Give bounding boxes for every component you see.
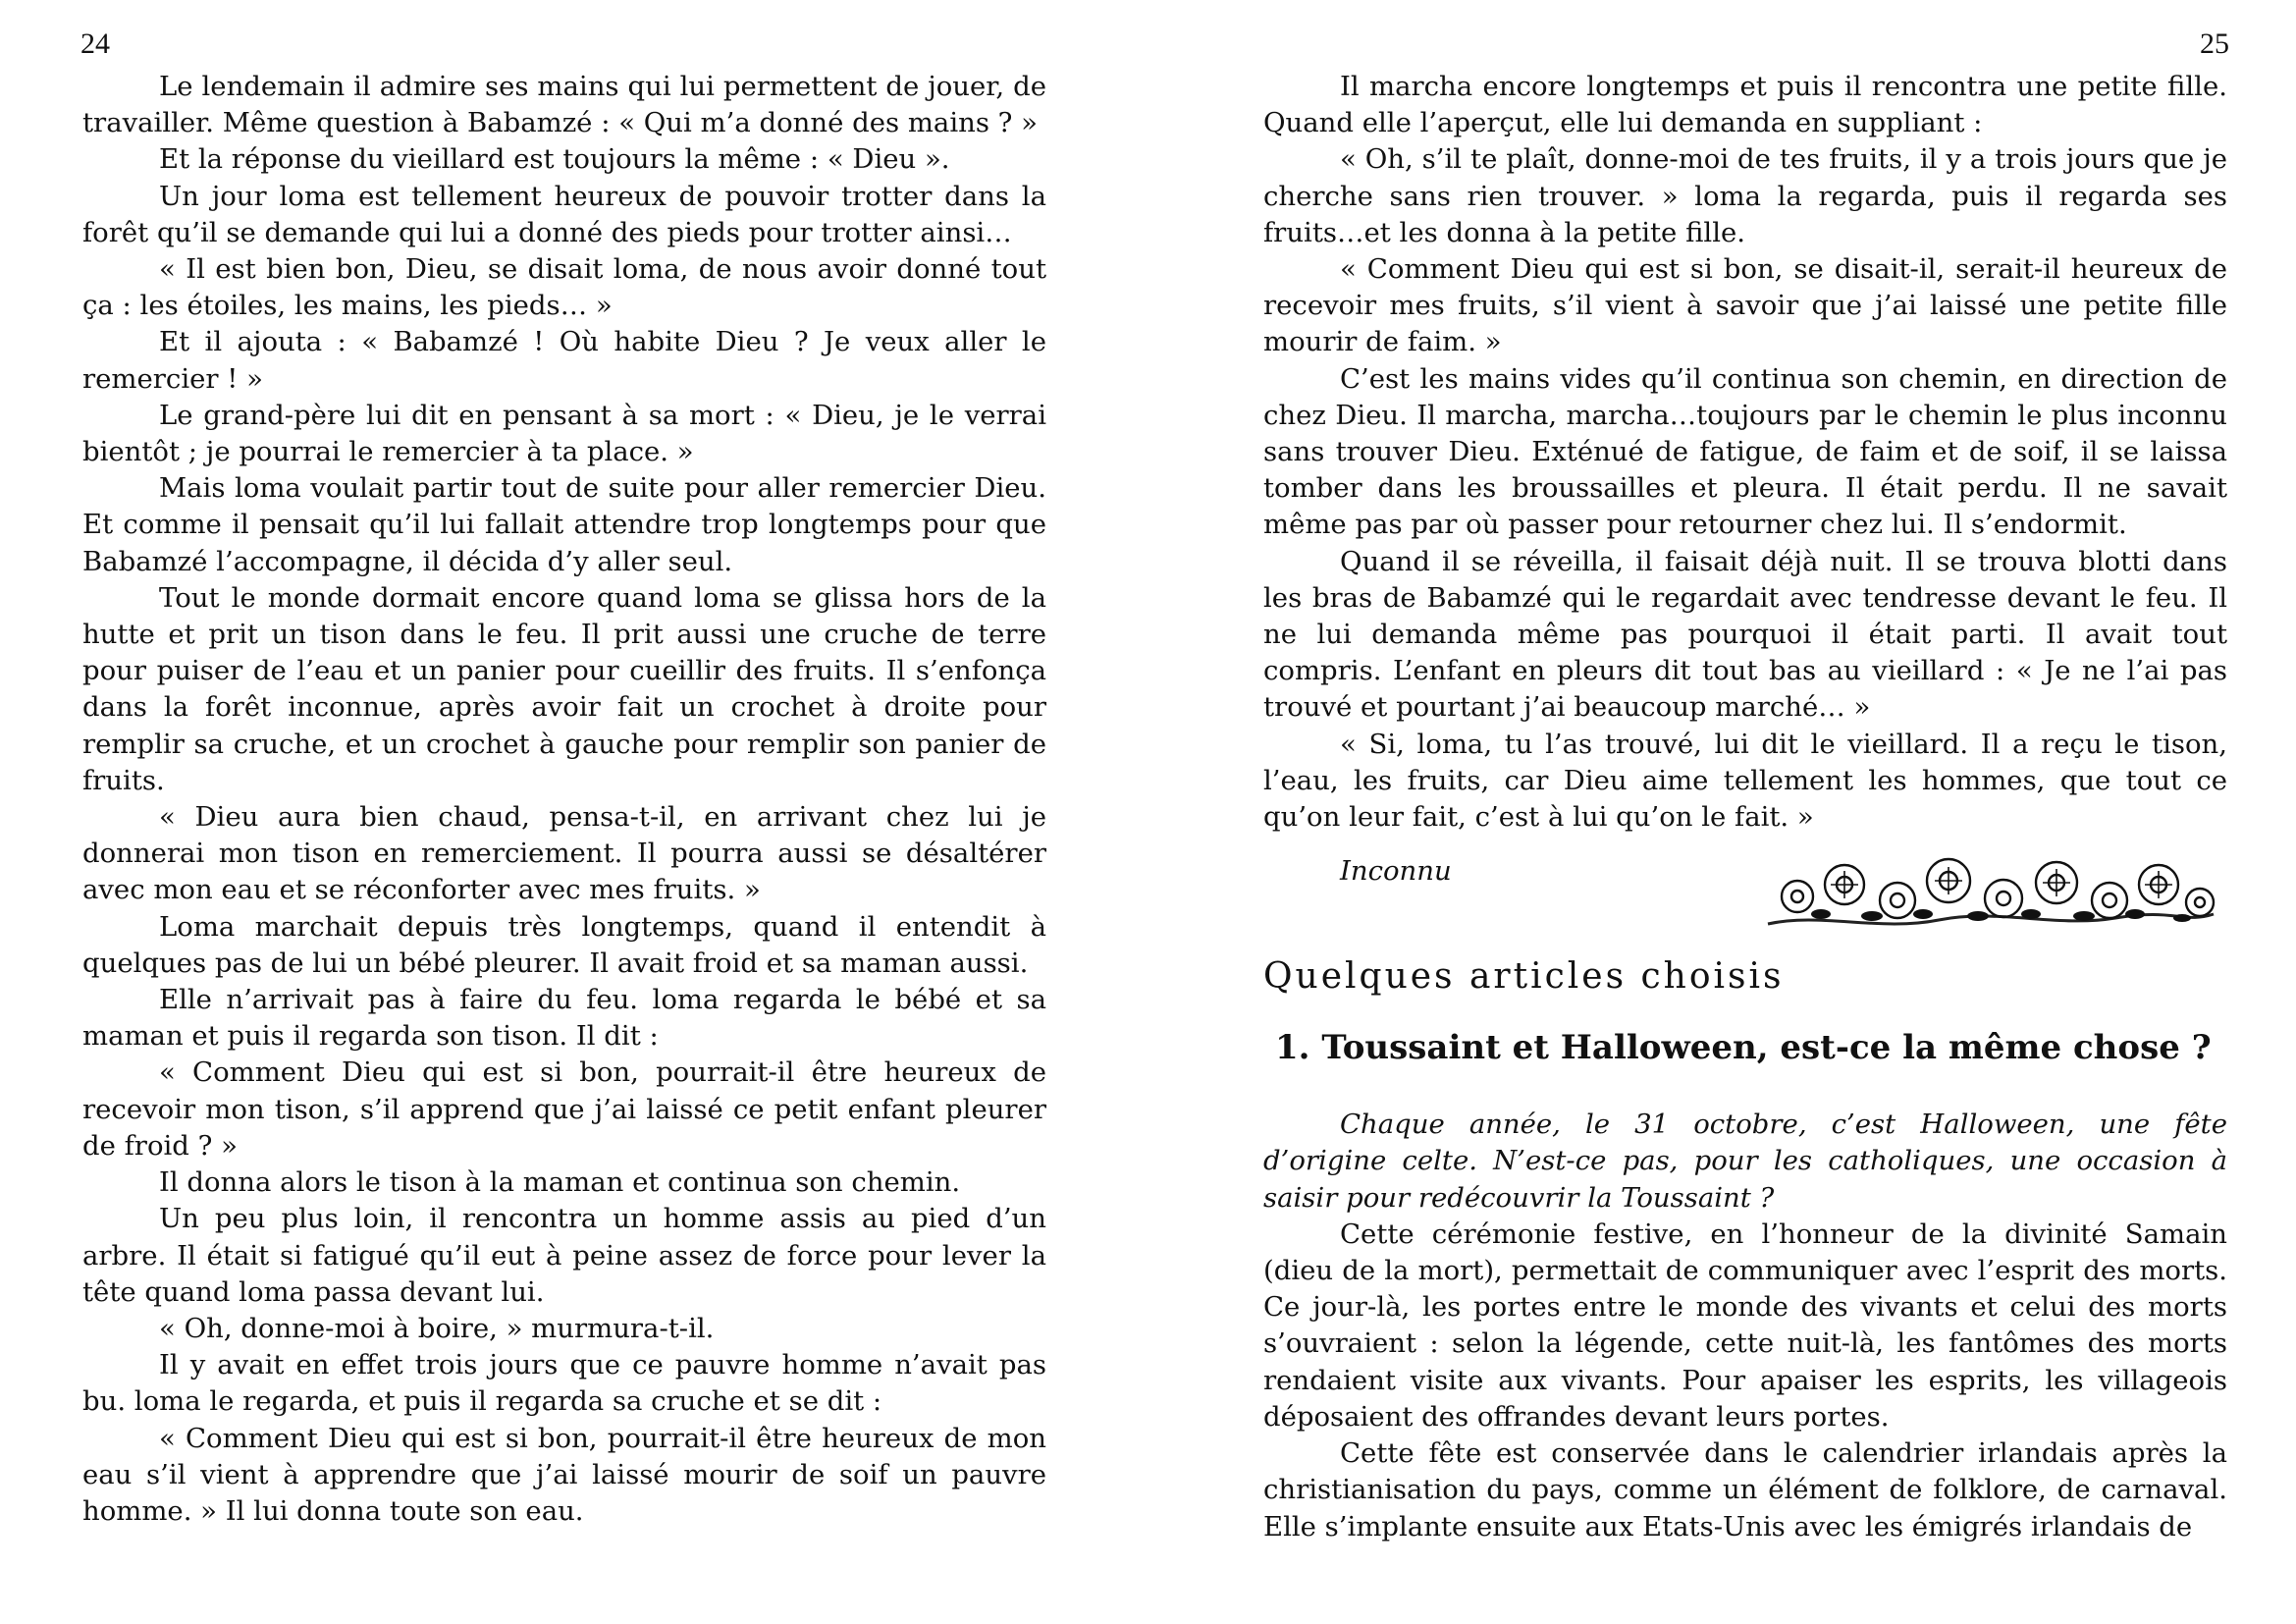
right-page-text xyxy=(1263,69,2227,1545)
paragraph: « Oh, donne-moi à boire, » murmura-t-il. xyxy=(159,1312,715,1344)
paragraph: Il donna alors le tison à la maman et continua son chemin. xyxy=(159,1166,961,1199)
paragraph: « Oh, s’il te plaît, donne-moi de tes fruits, il y a trois jours que je cherche sans rien trouver. » loma la regarda, puis il regarda ses fruits…et les donna à la petite fille. xyxy=(1263,143,2227,248)
paragraph: « Si, loma, tu l’as trouvé, lui dit le vieillard. Il a reçu le tison, l’eau, les fruits, car Dieu aime tellement les hommes, que tout ce qu’on leur fait, c’est à lui qu’on le fait. » xyxy=(1263,728,2227,834)
paragraph: Il y avait en effet trois jours que ce pauvre homme n’avait pas bu. loma le regarda, et puis il regarda sa cruche et se dit : xyxy=(82,1349,1046,1418)
page-number: 24 xyxy=(80,27,110,60)
signature-row xyxy=(1263,855,2227,944)
flower-garland-icon xyxy=(1762,855,2219,936)
paragraph: Un jour loma est tellement heureux de pouvoir trotter dans la forêt qu’il se demande qui lui a donné des pieds pour trotter ainsi… xyxy=(82,180,1046,248)
paragraph: Le lendemain il admire ses mains qui lui permettent de jouer, de travailler. Même question à Babamzé : « Qui m’a donné des mains ? » xyxy=(82,71,1046,139)
paragraph: « Comment Dieu qui est si bon, pourrait-il être heureux de recevoir mon tison, s’il apprend que j’ai laissé ce petit enfant pleurer de froid ? » xyxy=(82,1056,1046,1162)
paragraph: Cette fête est conservée dans le calendrier irlandais après la christianisation du pays, comme un élément de folklore, de carnaval. Elle s’implante ensuite aux Etats-Unis avec les émigrés irlandais de xyxy=(1263,1437,2227,1543)
paragraph: Et il ajouta : « Babamzé ! Où habite Dieu ? Je veux aller le remercier ! » xyxy=(82,326,1046,395)
paragraph: C’est les mains vides qu’il continua son chemin, en direction de chez Dieu. Il marcha, marcha…toujours par le chemin le plus inconnu sans trouver Dieu. Exténué de fatigue, de faim et de soif, il se laissa tomber dans les broussailles et pleura. Il était perdu. Il ne savait même pas par où passer pour retourner chez lui. Il s’endormit. xyxy=(1263,362,2227,541)
paragraph: Cette cérémonie festive, en l’honneur de la divinité Samain (dieu de la mort), permettait de communiquer avec l’esprit des morts. Ce jour-là, les portes entre le monde des vivants et celui des morts s’ouvraient : selon la légende, cette nuit-là, les fantômes des morts rendaient visite aux vivants. Pour apaiser les esprits, les villageois déposaient des offrandes devant leurs portes. xyxy=(1263,1218,2227,1433)
paragraph: Mais loma voulait partir tout de suite pour aller remercier Dieu. Et comme il pensait qu’il lui fallait attendre trop longtemps pour que Babamzé l’accompagne, il décida d’y aller seul. xyxy=(82,472,1046,577)
paragraph: Elle n’arrivait pas à faire du feu. loma regarda le bébé et sa maman et puis il regarda son tison. Il dit : xyxy=(82,984,1046,1053)
author-signature: Inconnu xyxy=(1340,855,1452,888)
article-title: 1. Toussaint et Halloween, est-ce la même chose ? xyxy=(1275,1028,2212,1068)
paragraph: Loma marchait depuis très longtemps, quand il entendit à quelques pas de lui un bébé pleurer. Il avait froid et sa maman aussi. xyxy=(82,910,1046,979)
paragraph: « Comment Dieu qui est si bon, se disait-il, serait-il heureux de recevoir mes fruits, s’il vient à savoir que j’ai laissé une petite fille mourir de faim. » xyxy=(1263,253,2227,358)
paragraph: Un peu plus loin, il rencontra un homme assis au pied d’un arbre. Il était si fatigué qu’il eut à peine assez de force pour lever la tête quand loma passa devant lui. xyxy=(82,1203,1046,1308)
paragraph: « Comment Dieu qui est si bon, pourrait-il être heureux de mon eau s’il vient à apprendre que j’ai laissé mourir de soif un pauvre homme. » Il lui donna toute son eau. xyxy=(82,1422,1046,1527)
page-number: 25 xyxy=(2200,27,2229,60)
paragraph: Il marcha encore longtemps et puis il rencontra une petite fille. Quand elle l’aperçut, elle lui demanda en suppliant : xyxy=(1263,71,2227,139)
paragraph: « Dieu aura bien chaud, pensa-t-il, en arrivant chez lui je donnerai mon tison en remerciement. Il pourra aussi se désaltérer avec mon eau et se réconforter avec mes fruits. » xyxy=(82,801,1046,906)
right-page xyxy=(1148,0,2296,1624)
paragraph: Tout le monde dormait encore quand loma se glissa hors de la hutte et prit un tison dans le feu. Il prit aussi une cruche de terre pour puiser de l’eau et un panier pour cueillir des fruits. Il s’enfonça dans la forêt inconnue, après avoir fait un crochet à droite pour remplir sa cruche, et un crochet à gauche pour remplir son panier de fruits. xyxy=(82,581,1046,796)
article-intro: Chaque année, le 31 octobre, c’est Halloween, une fête d’origine celte. N’est-ce pas, pour les catholiques, une occasion à saisir pour redécouvrir la Toussaint ? xyxy=(1263,1109,2227,1214)
paragraph: « Il est bien bon, Dieu, se disait loma, de nous avoir donné tout ça : les étoiles, les mains, les pieds… » xyxy=(82,253,1046,322)
section-title: Quelques articles choisis xyxy=(1263,956,1785,998)
paragraph: Le grand-père lui dit en pensant à sa mort : « Dieu, je le verrai bientôt ; je pourrai le remercier à ta place. » xyxy=(82,399,1046,468)
paragraph: Quand il se réveilla, il faisait déjà nuit. Il se trouva blotti dans les bras de Babamzé qui le regardait avec tendresse devant le feu. Il ne lui demanda même pas pourquoi il était parti. Il avait tout compris. L’enfant en pleurs dit tout bas au vieillard : « Je ne l’ai pas trouvé et pourtant j’ai beaucoup marché… » xyxy=(1263,545,2227,724)
paragraph: Et la réponse du vieillard est toujours la même : « Dieu ». xyxy=(159,143,950,176)
left-page-text xyxy=(82,69,1046,1530)
